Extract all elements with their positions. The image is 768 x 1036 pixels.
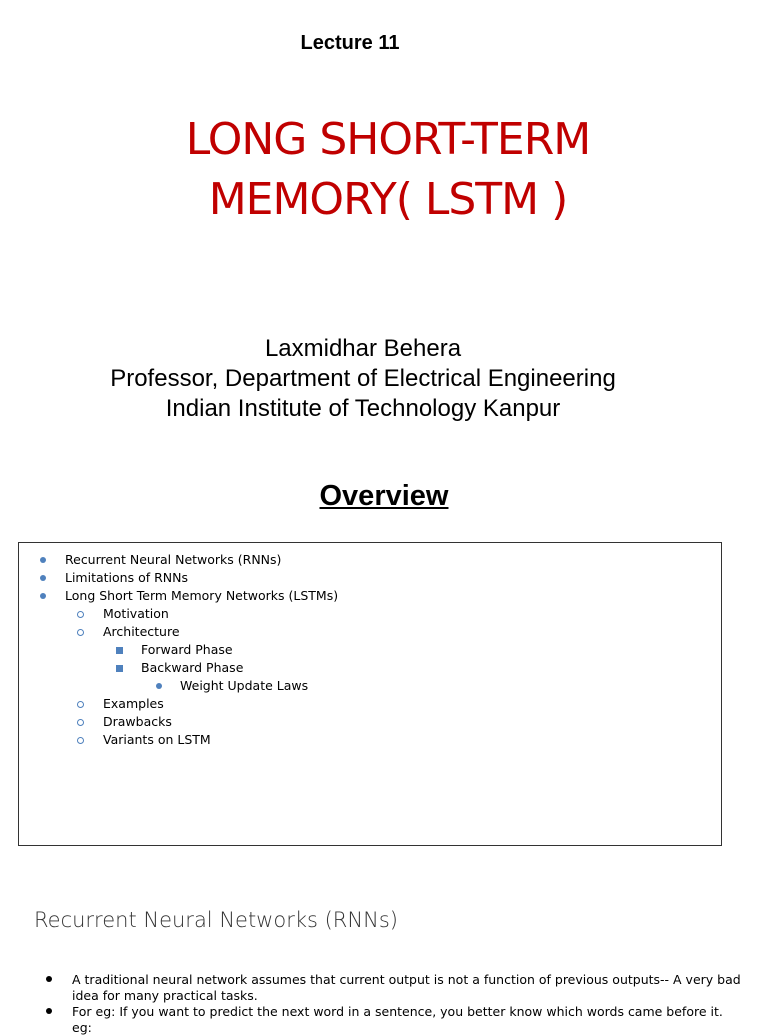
author-institution: Indian Institute of Technology Kanpur bbox=[165, 395, 561, 422]
bullet-dot-icon bbox=[46, 976, 52, 982]
bullet-dot-icon bbox=[40, 593, 46, 599]
author-block bbox=[0, 334, 726, 424]
bullet-ring-icon bbox=[77, 719, 84, 726]
overview-item: Recurrent Neural Networks (RNNs) bbox=[65, 552, 282, 567]
author-name: Laxmidhar Behera bbox=[264, 335, 462, 362]
bullet-dot-icon bbox=[40, 557, 46, 563]
overview-item: Limitations of RNNs bbox=[65, 570, 188, 585]
bullet-ring-icon bbox=[77, 737, 84, 744]
lecture-number: Lecture 11 bbox=[300, 32, 400, 54]
overview-heading: Overview bbox=[319, 480, 449, 512]
document-title bbox=[0, 110, 768, 230]
title-line-2: MEMORY( LSTM ) bbox=[208, 174, 568, 225]
author-position: Professor, Department of Electrical Engineering bbox=[110, 365, 616, 392]
bullet-square-icon bbox=[116, 665, 123, 672]
bullet-square-icon bbox=[116, 647, 123, 654]
overview-item: Weight Update Laws bbox=[180, 678, 309, 693]
bullet-dot-icon bbox=[156, 683, 162, 689]
title-line-1: LONG SHORT-TERM bbox=[185, 114, 591, 165]
bullet-ring-icon bbox=[77, 611, 84, 618]
bullet-dot-icon bbox=[40, 575, 46, 581]
rnn-bullet: A traditional neural network assumes that current output is not a function of previous outputs-- A very bad idea for many practical tasks. bbox=[72, 972, 741, 1003]
bullet-ring-icon bbox=[77, 701, 84, 708]
overview-item: Variants on LSTM bbox=[103, 732, 211, 747]
overview-item: Examples bbox=[103, 696, 164, 711]
overview-item: Drawbacks bbox=[103, 714, 172, 729]
rnn-bullet: For eg: If you want to predict the next word in a sentence, you better know which words came before it. eg: bbox=[72, 1004, 723, 1035]
bullet-ring-icon bbox=[77, 629, 84, 636]
overview-item: Backward Phase bbox=[141, 660, 244, 675]
overview-item: Motivation bbox=[103, 606, 169, 621]
overview-item: Forward Phase bbox=[141, 642, 233, 657]
overview-box bbox=[18, 542, 722, 846]
overview-item: Architecture bbox=[103, 624, 180, 639]
bullet-dot-icon bbox=[46, 1008, 52, 1014]
overview-item: Long Short Term Memory Networks (LSTMs) bbox=[65, 588, 339, 603]
rnn-section-heading: Recurrent Neural Networks (RNNs) bbox=[34, 908, 398, 932]
